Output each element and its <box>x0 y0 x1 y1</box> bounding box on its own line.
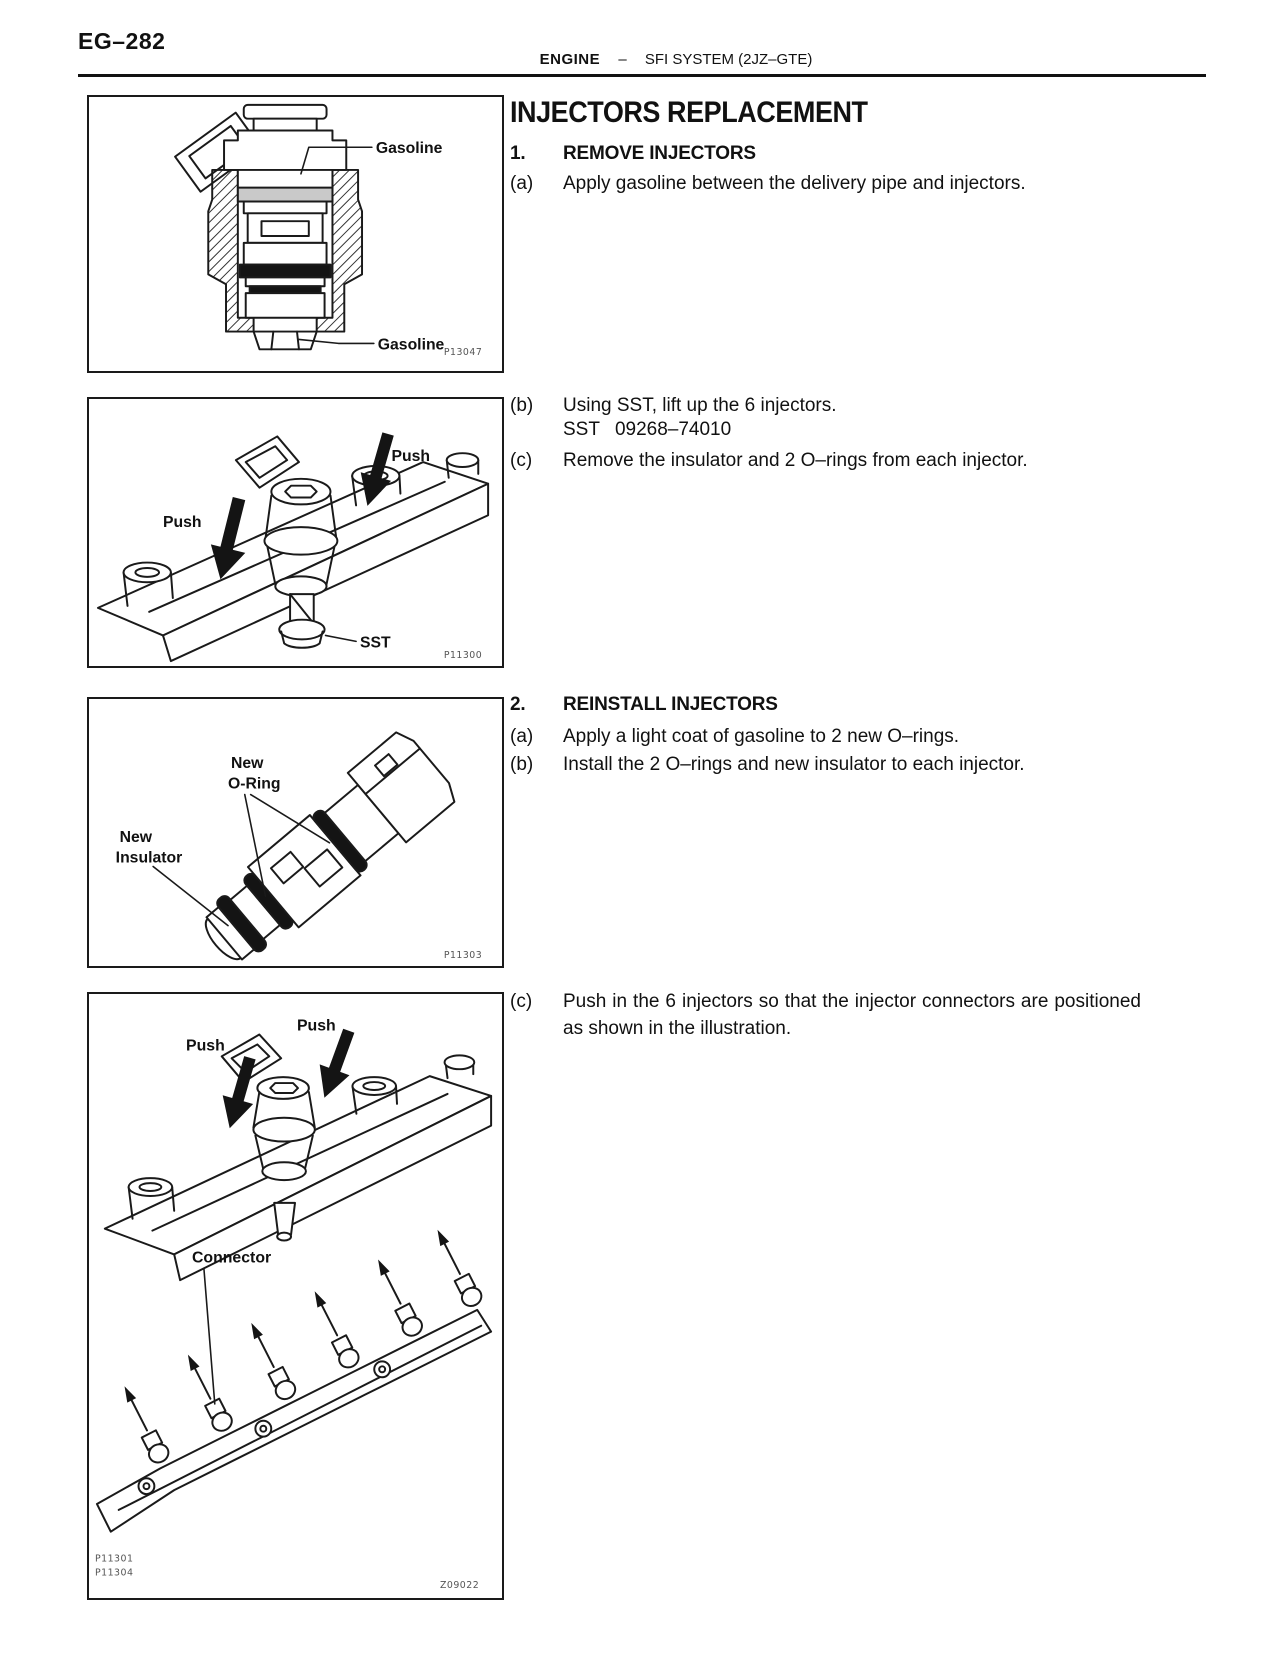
fig3-code: P11303 <box>443 950 483 962</box>
fig2-sst-label: SST <box>360 634 391 652</box>
item-text: Install the 2 O–rings and new insulator to each injector. <box>563 754 1025 775</box>
item-text: Apply a light coat of gasoline to 2 new O–rings. <box>563 726 960 747</box>
injector-6 <box>429 1225 485 1309</box>
leader-line-insulator <box>153 866 228 925</box>
figure-push-injectors <box>87 992 504 1600</box>
fig4-connector-label: Connector <box>192 1249 272 1267</box>
fig1-code: P13047 <box>443 347 483 359</box>
item-label: (c) <box>510 991 533 1012</box>
step1-item-a <box>510 170 1142 197</box>
leader-line-sst <box>326 635 357 641</box>
injector-cutaway-drawing <box>89 97 502 371</box>
item-label: (b) <box>510 395 534 416</box>
step2-item-b <box>510 751 1142 778</box>
page-number: EG–282 <box>78 28 166 54</box>
injector-diagonal <box>186 727 461 966</box>
step1-heading <box>510 143 756 165</box>
step2-item-a <box>510 723 1142 750</box>
page-header <box>0 51 1280 68</box>
push-injectors-drawing <box>89 994 502 1598</box>
item-label: (c) <box>510 450 533 471</box>
fig2-push-left-label: Push <box>162 514 202 532</box>
fig4-code-1: P11301 <box>94 1553 134 1565</box>
header-dash: – <box>618 51 627 68</box>
fig3-oring-label: O-Ring <box>228 775 281 793</box>
step2-heading-text: REINSTALL INJECTORS <box>563 694 778 715</box>
header-subsection: SFI SYSTEM (2JZ–GTE) <box>644 51 813 68</box>
step1-item-c <box>510 447 1142 474</box>
sst-reference <box>563 419 731 441</box>
new-orings-drawing <box>89 699 502 966</box>
figure-lift-injectors <box>87 397 504 668</box>
sst-number: 09268–74010 <box>614 419 732 440</box>
fig3-insulator-label: Insulator <box>115 849 183 867</box>
item-text: Using SST, lift up the 6 injectors. <box>563 395 837 416</box>
fig2-push-right-label: Push <box>391 448 431 466</box>
fig3-new-left-label: New <box>119 828 153 846</box>
item-text: Apply gasoline between the delivery pipe and injectors. <box>563 173 1026 194</box>
item-label: (a) <box>510 726 534 747</box>
header-rule <box>78 74 1206 77</box>
item-text: Push in the 6 injectors so that the injector connectors are positioned as shown in the illustration. <box>563 991 1141 1039</box>
fig4-push-left-label: Push <box>186 1037 225 1055</box>
injector-2 <box>179 1350 235 1434</box>
section-title: INJECTORS REPLACEMENT <box>510 96 868 129</box>
figure-injector-cutaway <box>87 95 504 373</box>
fig4-code-2: P11304 <box>94 1567 134 1579</box>
rail-stub-far-right <box>445 1055 475 1078</box>
injector-4 <box>306 1287 362 1371</box>
figure-new-orings <box>87 697 504 968</box>
leader-line-connector <box>204 1268 215 1404</box>
fig1-gasoline-top-label: Gasoline <box>375 140 443 158</box>
step2-number: 2. <box>510 694 526 715</box>
lift-injectors-drawing <box>89 399 502 666</box>
item-label: (b) <box>510 754 534 775</box>
step1-heading-text: REMOVE INJECTORS <box>563 143 756 164</box>
fig1-gasoline-bottom-label: Gasoline <box>377 336 445 354</box>
item-label: (a) <box>510 173 534 194</box>
injector-5 <box>369 1255 425 1339</box>
header-section: ENGINE <box>539 51 601 68</box>
fig2-code: P11300 <box>443 650 483 662</box>
injector-1 <box>116 1382 172 1466</box>
fig4-push-right-label: Push <box>296 1017 336 1035</box>
item-text: Remove the insulator and 2 O–rings from each injector. <box>563 450 1028 471</box>
injector-3 <box>242 1318 298 1402</box>
fig3-new-top-label: New <box>230 754 264 772</box>
fig4-code-3: Z09022 <box>439 1580 480 1592</box>
step1-number: 1. <box>510 143 526 164</box>
step1-item-b <box>510 392 1142 419</box>
step2-heading <box>510 694 778 716</box>
sst-name: SST <box>563 419 600 440</box>
step2-item-c <box>510 988 1142 1042</box>
